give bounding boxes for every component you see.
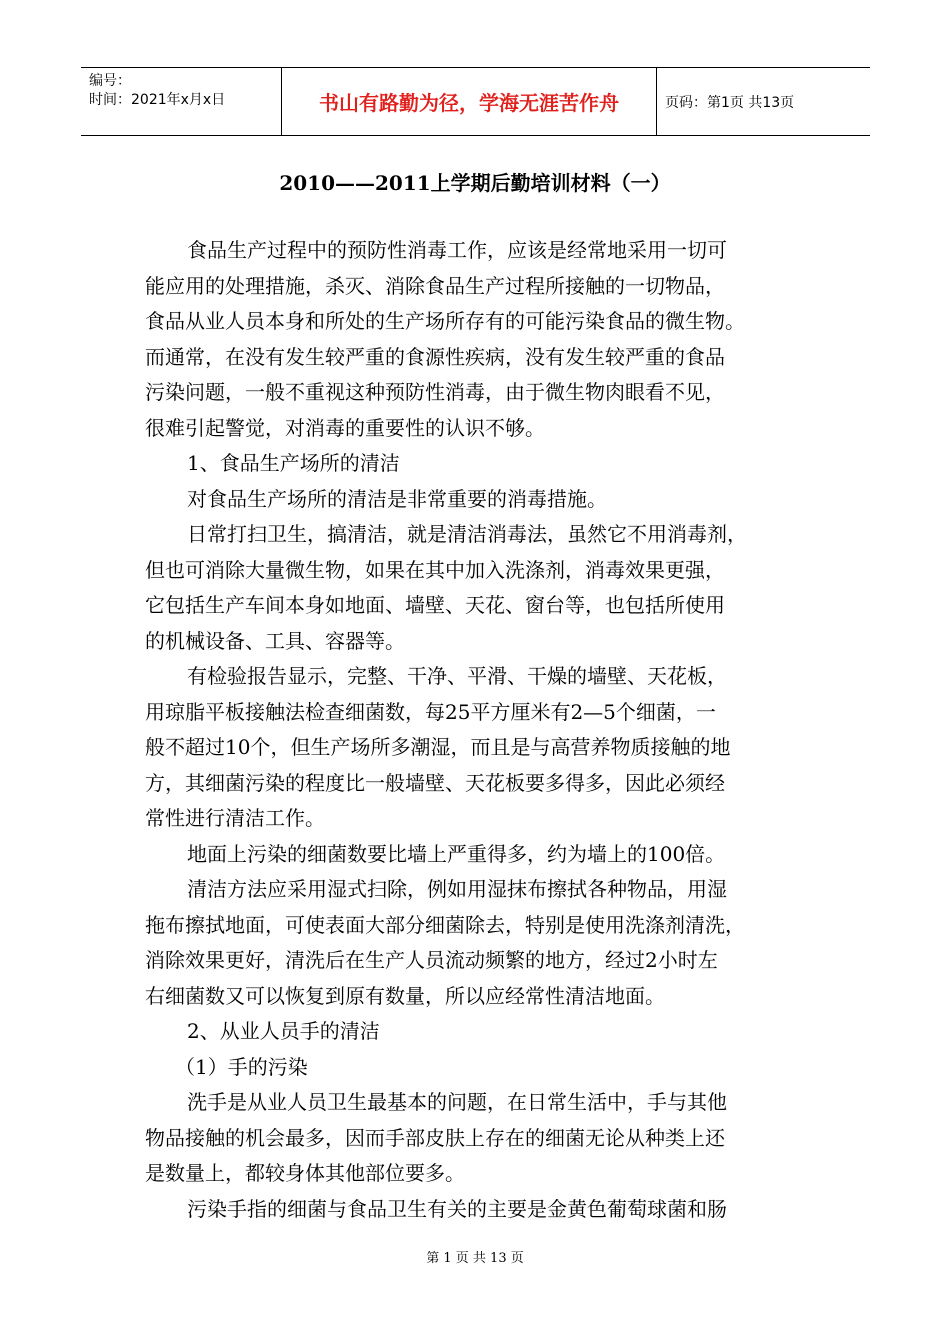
paragraph: 地面上污染的细菌数要比墙上严重得多，约为墙上的100倍。	[187, 841, 726, 866]
section-heading-1: 1、食品生产场所的清洁	[187, 451, 400, 475]
page-info-text: 页码：第1页 共13页	[665, 94, 795, 111]
paragraph: 污染手指的细菌与食品卫生有关的主要是金黄色葡萄球菌和肠	[187, 1196, 727, 1221]
page-info-cell	[657, 68, 870, 135]
paragraph: 日常打扫卫生，搞清洁，就是清洁消毒法，虽然它不用消毒剂， 但也可消除大量微生物，如果在其中加入洗涤剂，消毒效果更强， 它包括生产车间本身如地面、墙壁、天花、窗台等，也包括所使用 的机械设备、工具、容器等。	[145, 522, 747, 653]
paragraph: 洗手是从业人员卫生最基本的问题，在日常生活中，手与其他 物品接触的机会最多，因而手部皮肤上存在的细菌无论从种类上还 是数量上，都较身体其他部位要多。	[145, 1090, 727, 1185]
header-table	[81, 67, 870, 136]
section-heading-2: 2、从业人员手的清洁	[187, 1019, 380, 1043]
paragraph: 有检验报告显示，完整、干净、平滑、干燥的墙壁、天花板， 用琼脂平板接触法检查细菌数，每25平方厘米有2—5个细菌，一 般不超过10个，但生产场所多潮湿，而且是与高营养物质接触的地 方，其细菌污染的程度比一般墙壁、天花板要多得多，因此必须经 常性进行清洁工作。	[145, 664, 731, 830]
page-footer: 第 1 页 共 13 页	[426, 1251, 524, 1266]
paragraph-intro: 食品生产过程中的预防性消毒工作，应该是经常地采用一切可 能应用的处理措施，杀灭、消除食品生产过程所接触的一切物品， 食品从业人员本身和所处的生产场所存有的可能污染食品的微生物。 而通常，在没有发生较严重的食源性疾病，没有发生较严重的食品 污染问题，一般不重视这种预防性消毒，由于微生物肉眼看不见， 很难引起警觉，对消毒的重要性的认识不够。	[145, 238, 745, 440]
header-meta-cell	[81, 68, 282, 135]
document-body	[145, 233, 807, 1227]
motto-text: 书山有路勤为径，学海无涯苦作舟	[319, 91, 619, 115]
paragraph: 对食品生产场所的清洁是非常重要的消毒措施。	[187, 486, 607, 511]
document-title: 2010——2011上学期后勤培训材料（一）	[279, 171, 671, 195]
time-label: 时间：2021年x月x日	[89, 92, 226, 108]
motto-cell	[282, 68, 657, 135]
paragraph: 清洁方法应采用湿式扫除，例如用湿抹布擦拭各种物品，用湿 拖布擦拭地面，可使表面大部分细菌除去，特别是使用洗涤剂清洗， 消除效果更好，清洗后在生产人员流动频繁的地方，经过2小时左 右细菌数又可以恢复到原有数量，所以应经常性清洁地面。	[145, 877, 745, 1008]
serial-label: 编号：	[89, 73, 131, 89]
subsection-heading: （1）手的污染	[175, 1054, 308, 1079]
